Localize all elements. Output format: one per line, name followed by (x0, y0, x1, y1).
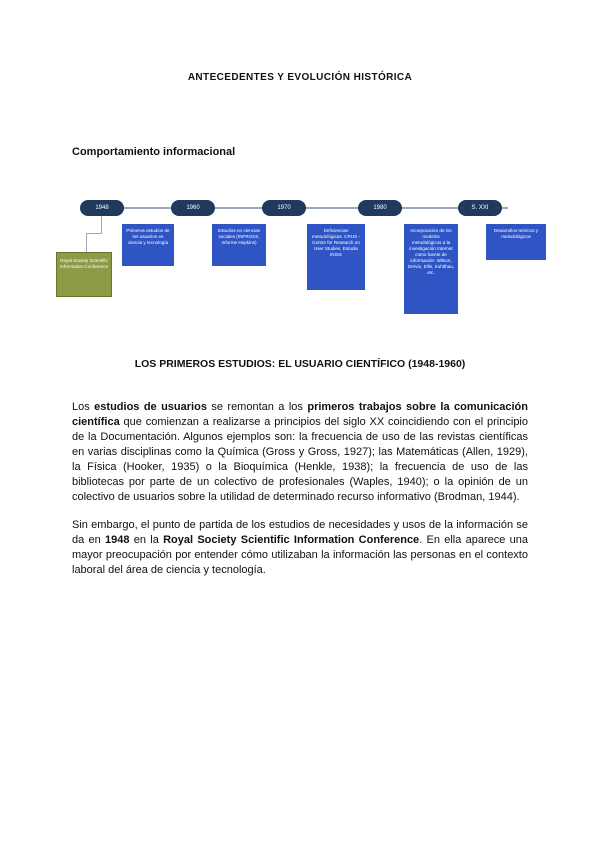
paragraph-2-bold-1: 1948 (105, 534, 130, 546)
paragraph-1-text-1: Los (72, 401, 95, 413)
paragraph-2 (72, 518, 528, 578)
paragraph-2-text-1: Sin embargo, el punto de partida de los estudios de necesidades y usos de la información se da en (72, 519, 528, 546)
paragraph-1-text-3: que comienzan a realizarse a principios del siglo XX coincidiendo con el principio de la Documentación. Algunos ejemplos son: la frecuencia de uso de las revistas científicas en varias disciplinas como la Química (Gross y Gross, 1927); las Matemáticas (Allen, 1929), la Física (Hooker, 1935) o la Bioquímica (Henkle, 1938); la frecuencia de uso de las bibliotecas por parte de un colectivo de profesionales (Waples, 1940); o la opinión de un colectivo de usuarios sobre la utilidad de determinado recurso informativo (Brodman, 1944). (72, 416, 528, 503)
timeline-year-1948: 1948 (80, 200, 124, 216)
paragraph-2-text-3: . En ella aparece una mayor preocupación por entender cómo utilizaban la información las personas en el contexto laboral del área de ciencia y tecnología. (72, 534, 528, 576)
timeline-box-1960: Primeros estudios de los usuarios en ciencia y tecnología (122, 224, 174, 266)
paragraph-2-text-2: en la (129, 534, 164, 546)
timeline-year-1980: 1980 (358, 200, 402, 216)
timeline-year-1970: 1970 (262, 200, 306, 216)
section-title: LOS PRIMEROS ESTUDIOS: EL USUARIO CIENTÍFICO (1948-1960) (134, 358, 466, 370)
timeline-box-sxxi: Desarrollos teóricos y metodológicos (486, 224, 546, 260)
timeline-box-1980: Deficiencias metodológicas. CRUS - Centre for Research on User Studies, Estudio INISS (307, 224, 365, 290)
timeline-box-internet: Incorporación de los modelos metodológicos a la investigación Internet como fuente de información. Wilson, Dervin, Ellis, Kuhlthau, etc. (404, 224, 458, 314)
paragraph-1-bold-1: estudios de usuarios (94, 401, 207, 413)
timeline-box-1970: Estudios en ciencias sociales (INFROSS, Informe Hopkins) (212, 224, 266, 266)
connector-1948-drop (86, 233, 87, 253)
timeline-box-royal-society: Royal Society Scientific Information Conference (56, 252, 112, 297)
timeline-year-sxxi: S. XXI (458, 200, 502, 216)
connector-1948-horizontal (86, 233, 102, 234)
paragraph-2-bold-2: Royal Society Scientific Information Conference (163, 534, 420, 546)
timeline-year-1960: 1960 (171, 200, 215, 216)
document-title: ANTECEDENTES Y EVOLUCIÓN HISTÓRICA (187, 72, 413, 83)
paragraph-1 (72, 400, 528, 505)
connector-1948-vertical (101, 216, 102, 234)
paragraph-1-text-2: se remontan a los (206, 401, 308, 413)
subtitle: Comportamiento informacional (72, 146, 236, 158)
paragraph-1-bold-2: primeros trabajos sobre la comunicación científica (72, 401, 528, 428)
